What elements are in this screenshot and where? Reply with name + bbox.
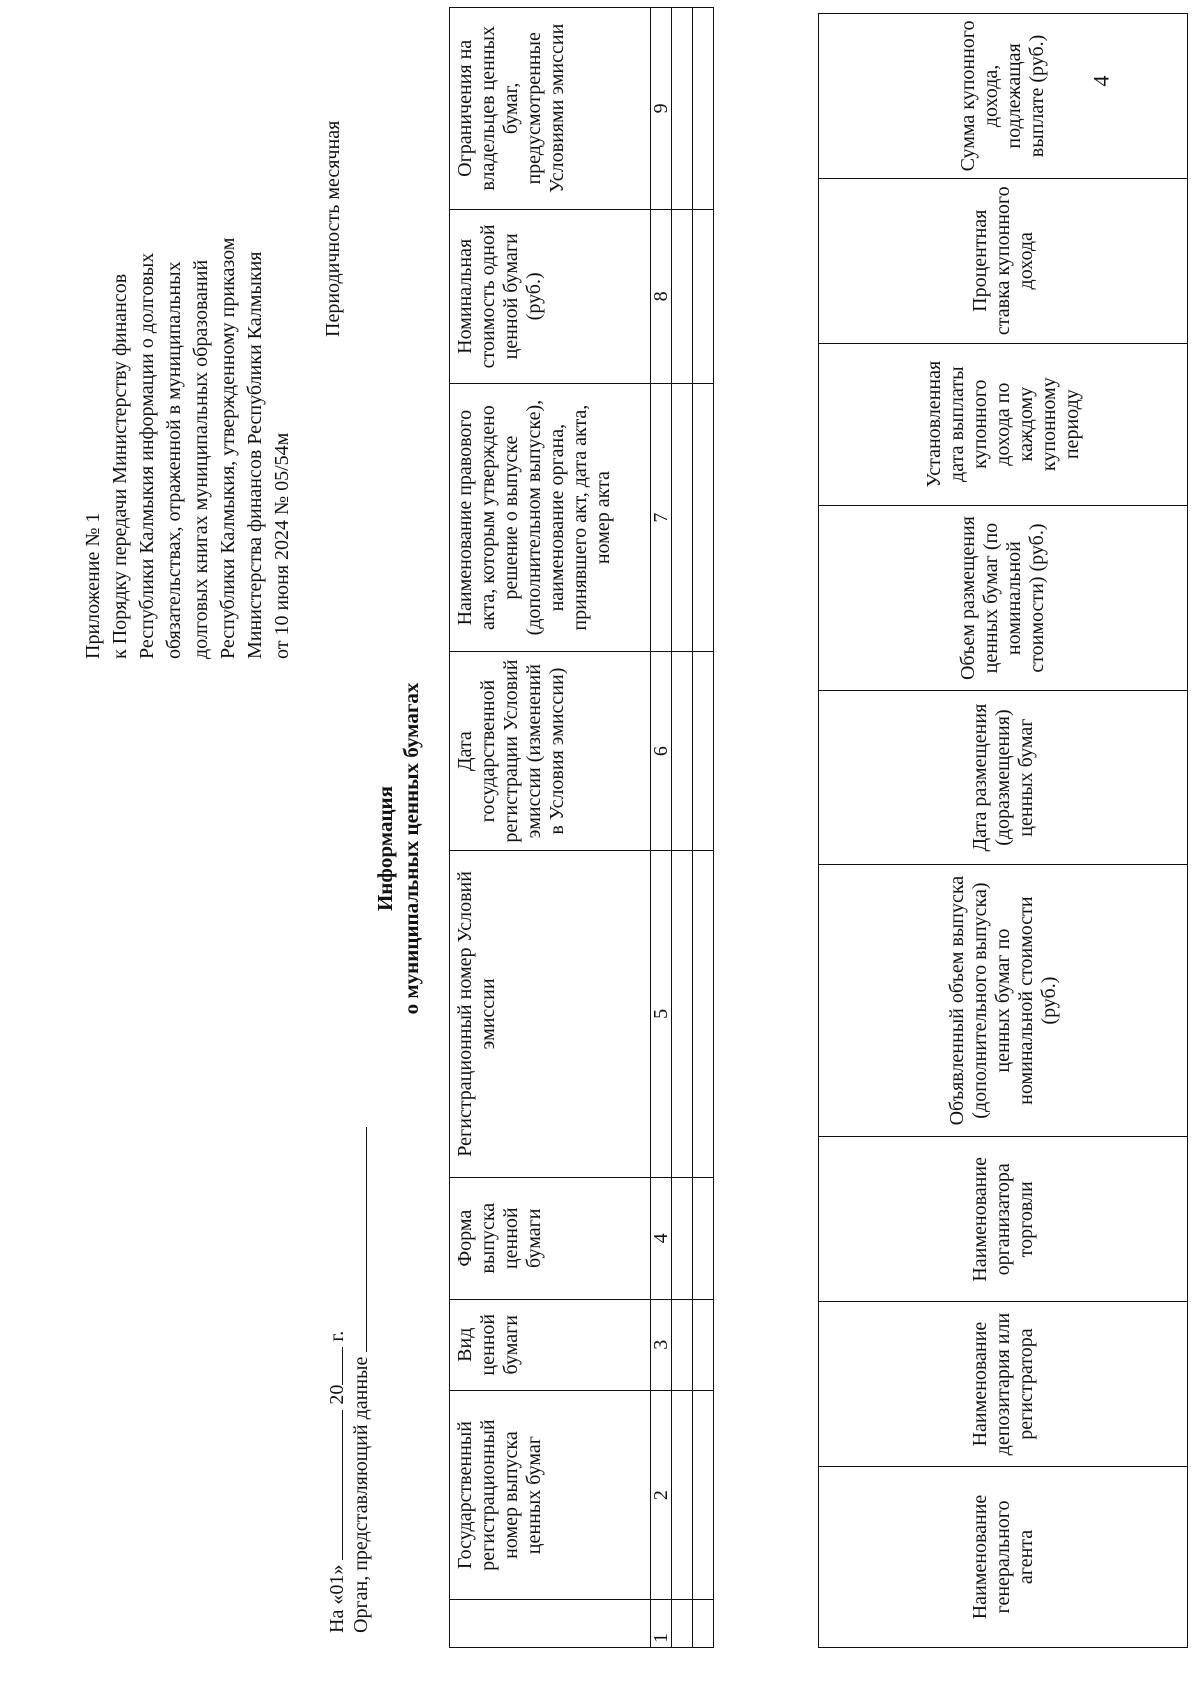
table-cell[interactable] bbox=[672, 1299, 693, 1390]
table-header-cell: Сумма купонного дохода, подлежащая выплате (руб.) bbox=[819, 14, 1188, 179]
year-suffix: г. bbox=[326, 1330, 348, 1342]
column-number: 3 bbox=[651, 1299, 672, 1390]
table-cell[interactable] bbox=[693, 1299, 714, 1390]
month-blank-field[interactable] bbox=[322, 1410, 343, 1560]
table-cell[interactable] bbox=[672, 1600, 693, 1648]
table-cell[interactable] bbox=[672, 1390, 693, 1600]
table-cell[interactable] bbox=[693, 209, 714, 383]
column-number: 1 bbox=[651, 1600, 672, 1648]
table-number-row bbox=[651, 8, 672, 1648]
appendix-line: к Порядку передачи Министерству финансов bbox=[109, 273, 131, 659]
document-subtitle: о муниципальных ценных бумагах bbox=[399, 682, 423, 1015]
table-row-empty bbox=[693, 8, 714, 1648]
table-header-cell: Процентная ставка купонного дохода bbox=[819, 178, 1188, 343]
table-header-row bbox=[450, 8, 651, 1648]
org-line bbox=[346, 1127, 373, 1633]
table-cell[interactable] bbox=[693, 1390, 714, 1600]
document-title: Информация bbox=[373, 785, 397, 912]
table-cell[interactable] bbox=[672, 850, 693, 1177]
table-header-cell: Наименование организатора торговли bbox=[819, 1137, 1188, 1302]
column-number: 2 bbox=[651, 1390, 672, 1600]
date-prefix: На «01» bbox=[326, 1564, 348, 1633]
column-number: 5 bbox=[651, 850, 672, 1177]
table-cell[interactable] bbox=[693, 8, 714, 210]
table-cell[interactable] bbox=[693, 1600, 714, 1648]
appendix-block bbox=[80, 19, 296, 659]
table-cell[interactable] bbox=[672, 209, 693, 383]
table-header-cell: Форма выпуска ценной бумаги bbox=[450, 1177, 651, 1299]
table-header-cell: Ограничения на владельцев ценных бумаг, предусмотренные Условиями эмиссии bbox=[450, 8, 651, 210]
table-header-cell: Объем размещения ценных бумаг (по номинальной стоимости) (руб.) bbox=[819, 505, 1188, 691]
table-cell[interactable] bbox=[672, 8, 693, 210]
table-header-cell: Дата размещения (доразмещения) ценных бумаг bbox=[819, 691, 1188, 864]
table-header-cell: Регистрационный номер Условий эмиссии bbox=[450, 850, 651, 1177]
org-label: Орган, представляющий данные bbox=[350, 1356, 372, 1633]
table-cell[interactable] bbox=[672, 652, 693, 851]
table-cell[interactable] bbox=[693, 652, 714, 851]
appendix-line: Министерства финансов Республики Калмыкия bbox=[244, 251, 266, 659]
table-cell[interactable] bbox=[693, 850, 714, 1177]
appendix-line: долговых книгах муниципальных образований bbox=[190, 259, 212, 659]
table-header-cell: Объявленный объем выпуска (дополнительного выпуска) ценных бумаг по номинальной стоимости (руб.) bbox=[819, 864, 1188, 1137]
securities-table-placement bbox=[818, 13, 1188, 1648]
table-cell[interactable] bbox=[693, 1177, 714, 1299]
page-number: 4 bbox=[1088, 75, 1114, 87]
year-blank-field[interactable] bbox=[322, 1347, 343, 1385]
securities-table-main bbox=[449, 7, 714, 1648]
table-header-cell: Дата государственной регистрации Условий эмиссии (изменений в Условия эмиссии) bbox=[450, 652, 651, 851]
appendix-line: обязательствах, отраженной в муниципальных bbox=[163, 261, 185, 659]
table-header-cell: Наименование правового акта, которым утверждено решение о выпуске (дополнительном выпуске), наименование органа, принявшего акт, дата акта, номер акта bbox=[450, 384, 651, 652]
column-number: 6 bbox=[651, 652, 672, 851]
column-number: 8 bbox=[651, 209, 672, 383]
table-header-cell: Номинальная стоимость одной ценной бумаги (руб.) bbox=[450, 209, 651, 383]
table-header-row bbox=[819, 14, 1188, 1648]
appendix-line: Приложение № 1 bbox=[82, 512, 104, 659]
table-header-cell bbox=[450, 1600, 651, 1648]
appendix-line: Республики Калмыкия, утвержденному приказом bbox=[217, 237, 239, 659]
table-header-cell: Установленная дата выплаты купонного дохода по каждому купонному периоду bbox=[819, 343, 1188, 505]
table-header-cell: Наименование депозитария или регистратора bbox=[819, 1302, 1188, 1467]
column-number: 7 bbox=[651, 384, 672, 652]
table-cell[interactable] bbox=[672, 384, 693, 652]
org-blank-field[interactable] bbox=[346, 1127, 367, 1352]
periodicity-label: Периодичность месячная bbox=[322, 120, 344, 337]
table-cell[interactable] bbox=[672, 1177, 693, 1299]
appendix-line: Республики Калмыкия информации о долговых bbox=[136, 252, 158, 659]
column-number: 9 bbox=[651, 8, 672, 210]
column-number: 4 bbox=[651, 1177, 672, 1299]
table-row-empty bbox=[672, 8, 693, 1648]
table-header-cell: Государственный регистрационный номер выпуска ценных бумаг bbox=[450, 1390, 651, 1600]
table-header-cell: Наименование генерального агента bbox=[819, 1466, 1188, 1647]
appendix-line: от 10 июня 2024 № 05/54м bbox=[271, 432, 293, 659]
report-date-line bbox=[322, 1331, 349, 1633]
table-cell[interactable] bbox=[693, 384, 714, 652]
table-header-cell: Вид ценной бумаги bbox=[450, 1299, 651, 1390]
year-prefix: 20 bbox=[326, 1384, 348, 1405]
